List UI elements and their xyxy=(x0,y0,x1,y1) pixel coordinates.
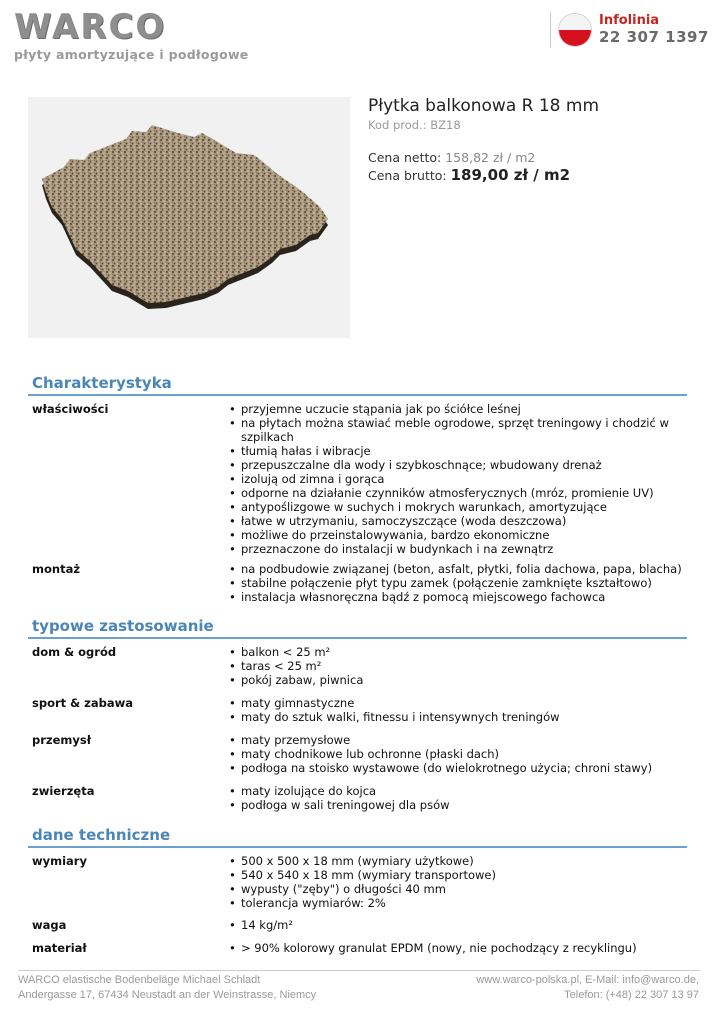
list-item: • przeznaczone do instalacji w budynkach i na zewnątrz xyxy=(228,542,688,556)
price-netto-label: Cena netto: xyxy=(368,150,442,165)
list-item: • 14 kg/m² xyxy=(228,918,688,932)
section-title-dane-techniczne: dane techniczne xyxy=(28,826,687,848)
footer-contact xyxy=(476,973,699,1003)
footer-address xyxy=(18,973,316,1003)
spec-list xyxy=(228,645,688,687)
spec-list xyxy=(228,733,688,775)
spec-list xyxy=(228,854,688,910)
list-item: • > 90% kolorowy granulat EPDM (nowy, nie pochodzący z recyklingu) xyxy=(228,941,688,955)
section-title-charakterystyka: Charakterystyka xyxy=(28,374,687,396)
list-item: • maty izolujące do kojca xyxy=(228,784,688,798)
spec-list xyxy=(228,562,688,604)
list-item: • przepuszczalne dla wody i szybkoschnące; wbudowany drenaż xyxy=(228,458,688,472)
spec-label: sport & zabawa xyxy=(32,696,134,710)
list-item: • 540 x 540 x 18 mm (wymiary transportowe) xyxy=(228,868,688,882)
list-item: • tolerancja wymiarów: 2% xyxy=(228,896,688,910)
spec-list xyxy=(228,784,688,812)
list-item: • łatwe w utrzymaniu, samoczyszczące (woda deszczowa) xyxy=(228,514,688,528)
list-item: • tłumią hałas i wibracje xyxy=(228,444,688,458)
header-divider xyxy=(550,12,551,48)
price-netto-value: 158,82 zł / m2 xyxy=(445,150,536,165)
product-code: Kod prod.: BZ18 xyxy=(368,118,461,132)
hotline-box xyxy=(550,10,720,50)
price-brutto-label: Cena brutto: xyxy=(368,168,447,183)
spec-label: właściwości xyxy=(32,402,109,416)
list-item: • maty przemysłowe xyxy=(228,733,688,747)
list-item: • podłoga w sali treningowej dla psów xyxy=(228,798,688,812)
list-item: • przyjemne uczucie stąpania jak po ściółce leśnej xyxy=(228,402,688,416)
spec-list xyxy=(228,918,688,932)
footer-divider xyxy=(18,970,700,971)
list-item: • stabilne połączenie płyt typu zamek (połączenie zamknięte kształtowo) xyxy=(228,576,688,590)
spec-label: wymiary xyxy=(32,854,87,868)
list-item: • maty chodnikowe lub ochronne (płaski dach) xyxy=(228,747,688,761)
list-item: • możliwe do przeinstalowywania, bardzo ekonomiczne xyxy=(228,528,688,542)
spec-label: zwierzęta xyxy=(32,784,95,798)
polish-flag-icon xyxy=(558,13,592,47)
list-item: • taras < 25 m² xyxy=(228,659,688,673)
list-item: • antypoślizgowe w suchych i mokrych warunkach, amortyzujące xyxy=(228,500,688,514)
list-item: • balkon < 25 m² xyxy=(228,645,688,659)
section-title-typowe-zastosowanie: typowe zastosowanie xyxy=(28,617,687,639)
company-logo[interactable] xyxy=(14,7,249,62)
footer-phone[interactable]: Telefon: (+48) 22 307 13 97 xyxy=(564,989,699,1001)
footer-street: Andergasse 17, 67434 Neustadt an der Weinstrasse, Niemcy xyxy=(18,989,317,1001)
price-brutto-value: 189,00 zł / m2 xyxy=(450,166,571,184)
list-item: • pokój zabaw, piwnica xyxy=(228,673,688,687)
list-item: • na podbudowie związanej (beton, asfalt, płytki, folia dachowa, papa, blacha) xyxy=(228,562,688,576)
spec-list xyxy=(228,696,688,724)
spec-label: materiał xyxy=(32,941,87,955)
list-item: • 500 x 500 x 18 mm (wymiary użytkowe) xyxy=(228,854,688,868)
product-info xyxy=(368,95,708,184)
spec-list xyxy=(228,402,688,556)
list-item: • instalacja własnoręczna bądź z pomocą miejscowego fachowca xyxy=(228,590,688,604)
list-item: • na płytach można stawiać meble ogrodowe, sprzęt treningowy i chodzić w szpilkach xyxy=(228,416,688,444)
spec-label: przemysł xyxy=(32,733,91,747)
hotline-label: Infolinia xyxy=(599,13,660,28)
price-netto xyxy=(368,150,708,165)
logo-wordmark: WARCO xyxy=(14,7,167,47)
spec-list xyxy=(228,941,688,955)
footer-web-email[interactable]: www.warco-polska.pl, E-Mail: info@warco.de, xyxy=(476,974,699,986)
list-item: • odporne na działanie czynników atmosferycznych (mróz, promienie UV) xyxy=(228,486,688,500)
list-item: • podłoga na stoisko wystawowe (do wielokrotnego użycia; chroni stawy) xyxy=(228,761,688,775)
logo-subtitle: płyty amortyzujące i podłogowe xyxy=(14,47,249,62)
list-item: • izolują od zimna i gorąca xyxy=(228,472,688,486)
spec-label: dom & ogród xyxy=(32,645,117,659)
product-image xyxy=(28,97,350,338)
price-brutto xyxy=(368,166,708,184)
spec-label: waga xyxy=(32,918,67,932)
product-title: Płytka balkonowa R 18 mm xyxy=(368,96,600,116)
list-item: • maty do sztuk walki, fitnessu i intensywnych treningów xyxy=(228,710,688,724)
list-item: • maty gimnastyczne xyxy=(228,696,688,710)
list-item: • wypusty ("zęby") o długości 40 mm xyxy=(228,882,688,896)
footer-company: WARCO elastische Bodenbeläge Michael Schladt xyxy=(18,974,261,986)
rubber-tile xyxy=(42,125,328,303)
spec-label: montaż xyxy=(32,562,81,576)
hotline-number[interactable]: 22 307 1397 xyxy=(599,28,709,46)
